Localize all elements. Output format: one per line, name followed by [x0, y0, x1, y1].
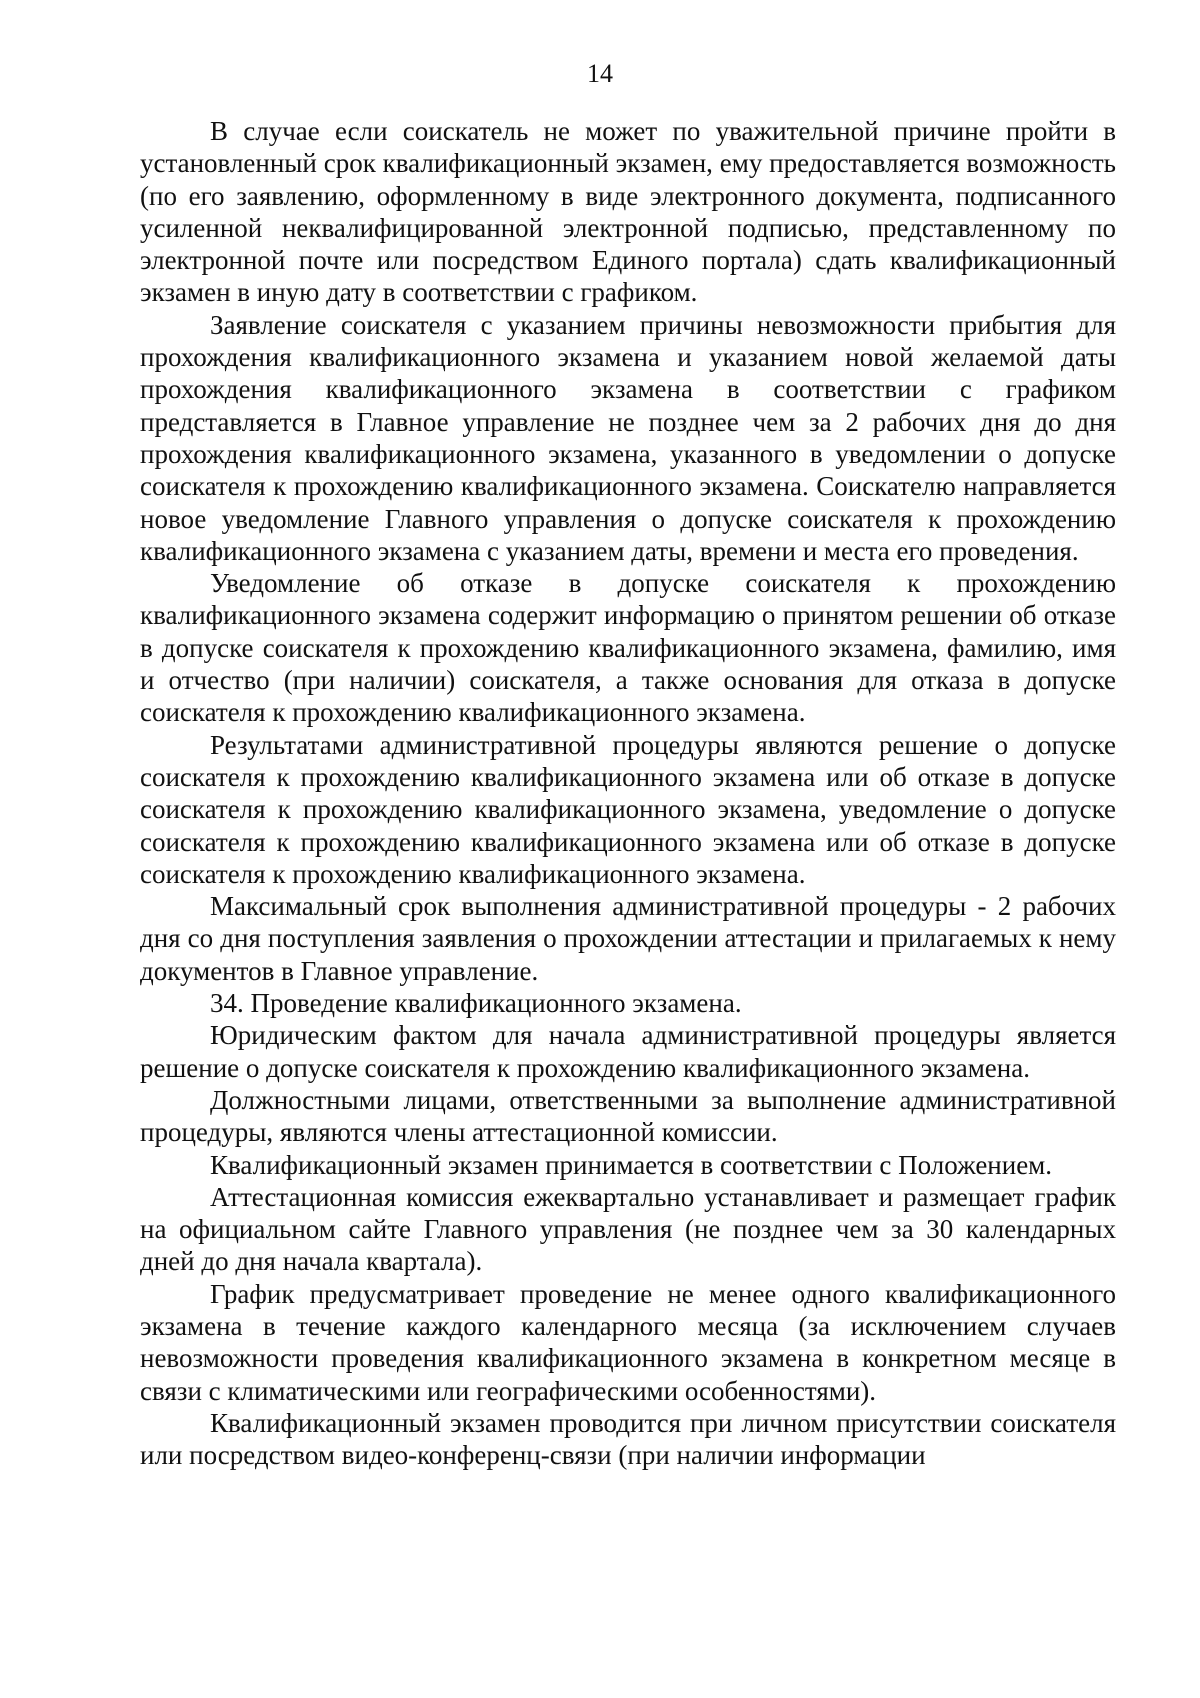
paragraph: График предусматривает проведение не менее одного квалификационного экзамена в течение каждого календарного месяца (за исключением случаев невозможности проведения квалификационного экзамена в конкретном месяце в связи с климатическими или географическими особенностями).	[140, 1278, 1116, 1406]
paragraph: Квалификационный экзамен проводится при личном присутствии соискателя или посредством видео-конференц-связи (при наличии информации	[140, 1407, 1116, 1471]
paragraph: Уведомление об отказе в допуске соискателя к прохождению квалификационного экзамена содержит информацию о принятом решении об отказе в допуске соискателя к прохождению квалификационного экзамена, фамилию, имя и отчество (при наличии) соискателя, а также основания для отказа в допуске соискателя к прохождению квалификационного экзамена.	[140, 568, 1116, 728]
paragraph: Заявление соискателя с указанием причины невозможности прибытия для прохождения квалификационного экзамена и указанием новой желаемой даты прохождения квалификационного экзамена в соответствии с графиком представляется в Главное управление не позднее чем за 2 рабочих дня до дня прохождения квалификационного экзамена, указанного в уведомлении о допуске соискателя к прохождению квалификационного экзамена. Соискателю направляется новое уведомление Главного управления о допуске соискателя к прохождению квалификационного экзамена с указанием даты, времени и места его проведения.	[140, 309, 1116, 566]
paragraph: Результатами административной процедуры являются решение о допуске соискателя к прохождению квалификационного экзамена или об отказе в допуске соискателя к прохождению квалификационного экзамена, уведомление о допуске соискателя к прохождению квалификационного экзамена или об отказе в допуске соискателя к прохождению квалификационного экзамена.	[140, 729, 1116, 889]
paragraph: Юридическим фактом для начала административной процедуры является решение о допуске соискателя к прохождению квалификационного экзамена.	[140, 1020, 1116, 1083]
paragraph: Аттестационная комиссия ежеквартально устанавливает и размещает график на официальном сайте Главного управления (не позднее чем за 30 календарных дней до дня начала квартала).	[140, 1181, 1116, 1277]
paragraph: Максимальный срок выполнения административной процедуры - 2 рабочих дня со дня поступления заявления о прохождении аттестации и прилагаемых к нему документов в Главное управление.	[140, 891, 1116, 986]
paragraph: Квалификационный экзамен принимается в соответствии с Положением.	[210, 1149, 1053, 1180]
page-number: 14	[587, 59, 613, 88]
paragraph: Должностными лицами, ответственными за выполнение административной процедуры, являются члены аттестационной комиссии.	[140, 1084, 1116, 1148]
document-body	[140, 115, 1116, 1471]
paragraph: В случае если соискатель не может по уважительной причине пройти в установленный срок квалификационный экзамен, ему предоставляется возможность (по его заявлению, оформленному в виде электронного документа, подписанного усиленной неквалифицированной электронной подписью, представленному по электронной почте или посредством Единого портала) сдать квалификационный экзамен в иную дату в соответствии с графиком.	[140, 116, 1116, 308]
section-heading: 34. Проведение квалификационного экзамена.	[210, 988, 742, 1019]
